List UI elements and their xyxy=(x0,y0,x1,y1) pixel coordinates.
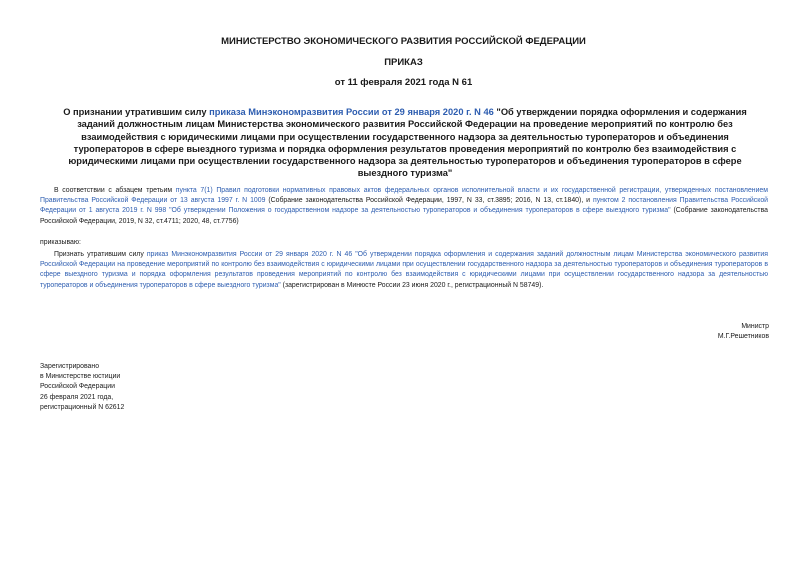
document-type: ПРИКАЗ xyxy=(384,57,423,68)
registration-line: регистрационный N 62612 xyxy=(40,403,125,411)
title-order-link[interactable]: приказа Минэкономразвития России от 29 января 2020 г. N 46 xyxy=(209,107,494,117)
registration-line: в Министерстве юстиции xyxy=(40,373,121,381)
registration-line: Российской Федерации xyxy=(40,383,115,391)
document-date-number: от 11 февраля 2021 года N 61 xyxy=(334,77,473,88)
decision-text-2: (зарегистрирован в Минюсте России 23 июня 2020 г., регистрационный N 58749). xyxy=(280,281,544,289)
preamble-paragraph xyxy=(40,186,768,227)
signature-block xyxy=(718,322,769,342)
registration-block xyxy=(40,362,124,413)
preamble-text-3: (Собрание законодательства Российской Федерации, 2019, N 32, ст.4711; 2020, 48, ст.7756) xyxy=(40,207,768,225)
preamble-text-1: В соответствии с абзацем третьим xyxy=(54,187,176,194)
rules-point-link[interactable]: пункта 7(1) Правил подготовки нормативных правовых актов федеральных органов исполнительной власти и их государственной регистрации, утвержденных постановлением Правительства Российской Федерации от 13 августа 1997 г. N 1009 xyxy=(40,187,768,205)
orders-word: приказываю: xyxy=(40,239,81,246)
revoked-order-link[interactable]: приказ Минэкономразвития России от 29 января 2020 г. N 46 "Об утверждении порядка оформления и содержания заданий должностным лицам Министерства экономического развития Российской Федерации на проведение мероприятий по контролю без взаимодействия с юридическими лицами при осуществлении государственного надзора за деятельностью туроператоров и объединения туроператоров в сфере выездного туризма и порядка оформления результатов проведения мероприятий по контролю без взаимодействия с юридическими лицами при осуществлении государственного надзора за деятельностью туроператоров и объединения туроператоров в сфере выездного туризма" xyxy=(40,251,768,289)
preamble-text-2: (Собрание законодательства Российской Федерации, 1997, N 33, ст.3895; 2016, N 13, ст.1840), и xyxy=(265,197,593,205)
decision-text-1: Признать утратившим силу xyxy=(54,251,147,258)
ministry-heading: МИНИСТЕРСТВО ЭКОНОМИЧЕСКОГО РАЗВИТИЯ РОССИЙСКОЙ ФЕДЕРАЦИИ xyxy=(221,36,586,47)
document-title xyxy=(60,106,750,180)
registration-line: 26 февраля 2021 года, xyxy=(40,393,114,401)
title-prefix: О признании утратившим силу xyxy=(63,107,210,117)
decision-paragraph xyxy=(40,250,768,291)
resolution-point-link[interactable]: пунктом 2 постановления Правительства Российской Федерации от 1 августа 2019 г. N 998 "Об утверждении Положения о государственном надзоре за деятельностью туроператоров и объединения туроператоров в сфере выездного туризма" xyxy=(40,197,768,215)
signer-position: Министр xyxy=(741,323,769,330)
signer-name: М.Г.Решетников xyxy=(717,333,769,341)
registration-line: Зарегистрировано xyxy=(40,363,100,370)
title-rest: "Об утверждении порядка оформления и содержания заданий должностным лицам Министерства экономического развития Российской Федерации на проведение мероприятий по контролю без взаимодействия с юридическими лицами при осуществлении государственного надзора за деятельностью туроператоров и объединения туроператоров в сфере выездного туризма и порядка оформления результатов проведения мероприятий по контролю без взаимодействия с юридическими лицами при осуществлении государственного надзора за деятельностью туроператоров и объединения туроператоров в сфере выездного туризма" xyxy=(68,107,747,179)
